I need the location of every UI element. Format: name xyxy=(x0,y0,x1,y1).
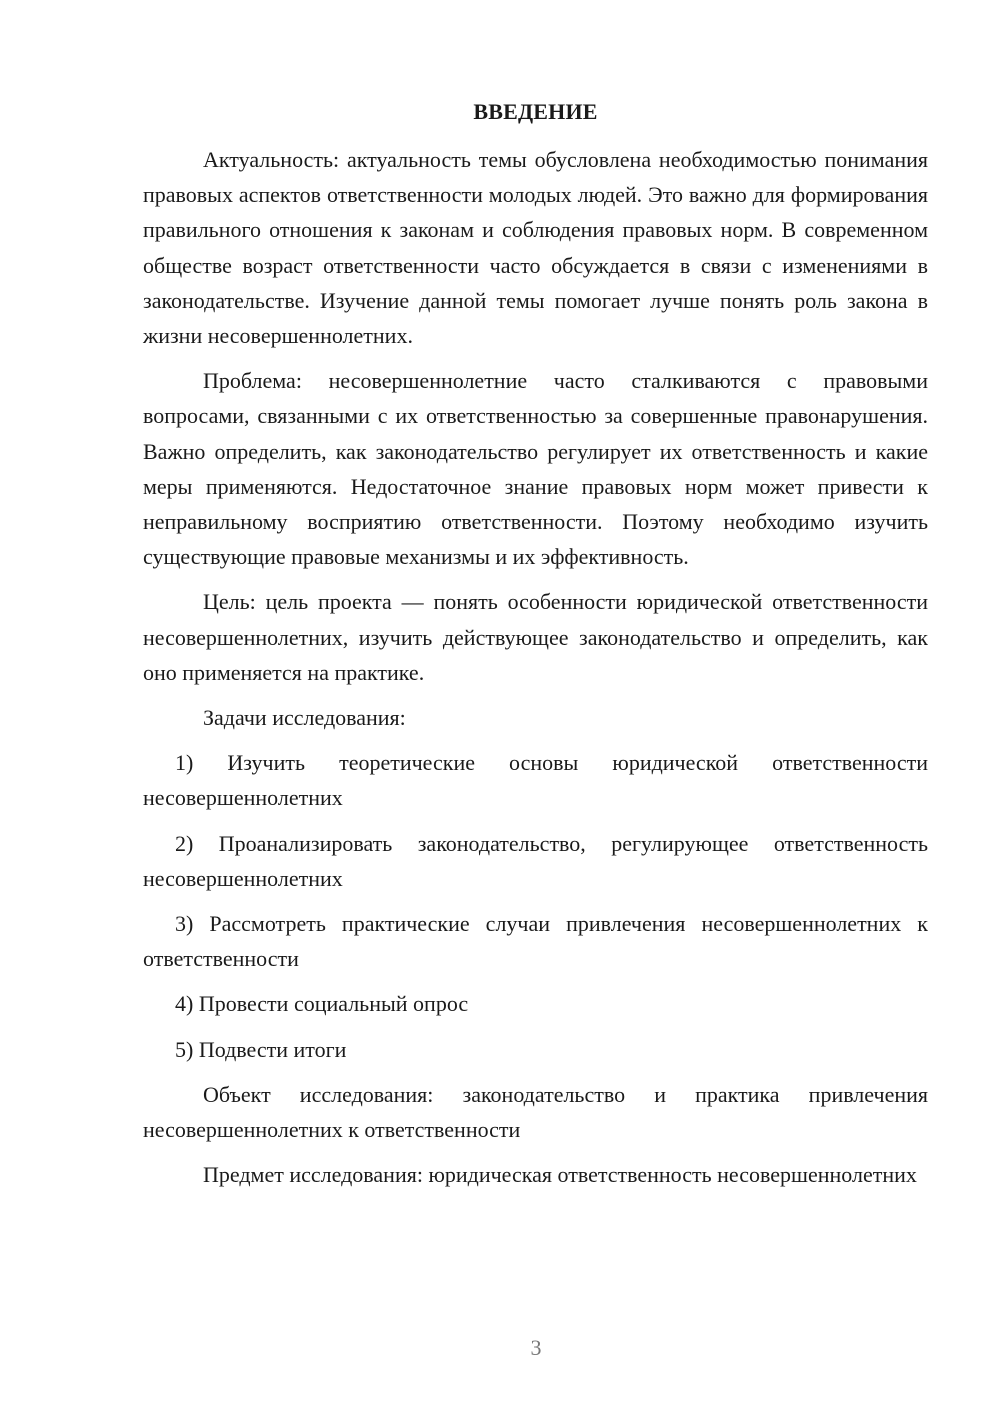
task-item: 5) Подвести итоги xyxy=(175,1036,347,1062)
page-number: 3 xyxy=(530,1335,542,1360)
task-item: 2) Проанализировать законодательство, регулирующее ответственность несовершеннолетних xyxy=(143,830,928,891)
task-item: 4) Провести социальный опрос xyxy=(175,991,469,1017)
object-paragraph: Объект исследования: законодательство и практика привлечения несовершеннолетних к ответственности xyxy=(143,1081,928,1143)
task-item: 1) Изучить теоретические основы юридической ответственности несовершеннолетних xyxy=(143,750,928,811)
subject-paragraph: Предмет исследования: юридическая ответственность несовершеннолетних xyxy=(203,1162,917,1188)
document-title: ВВЕДЕНИЕ xyxy=(473,99,598,124)
problem-paragraph: Проблема: несовершеннолетние часто сталкиваются с правовыми вопросами, связанными с их ответственностью за совершенные правонарушения. Важно определить, как законодательство регулирует их ответственность и какие меры применяются. Недостаточное знание правовых норм может привести к неправильному восприятию ответственности. Поэтому необходимо изучить существующие правовые механизмы и их эффективность. xyxy=(143,368,928,570)
relevance-paragraph: Актуальность: актуальность темы обусловлена необходимостью понимания правовых аспектов ответственности молодых людей. Это важно для формирования правильного отношения к законам и соблюдения правовых норм. В современном обществе возраст ответственности часто обсуждается в связи с изменениями в законодательстве. Изучение данной темы помогает лучше понять роль закона в жизни несовершеннолетних. xyxy=(143,147,928,349)
tasks-heading: Задачи исследования: xyxy=(203,705,406,731)
page-content xyxy=(143,94,928,1202)
goal-paragraph: Цель: цель проекта — понять особенности юридической ответственности несовершеннолетних, изучить действующее законодательство и определить, как оно применяется на практике. xyxy=(143,589,928,685)
task-item: 3) Рассмотреть практические случаи привлечения несовершеннолетних к ответственности xyxy=(143,911,928,972)
